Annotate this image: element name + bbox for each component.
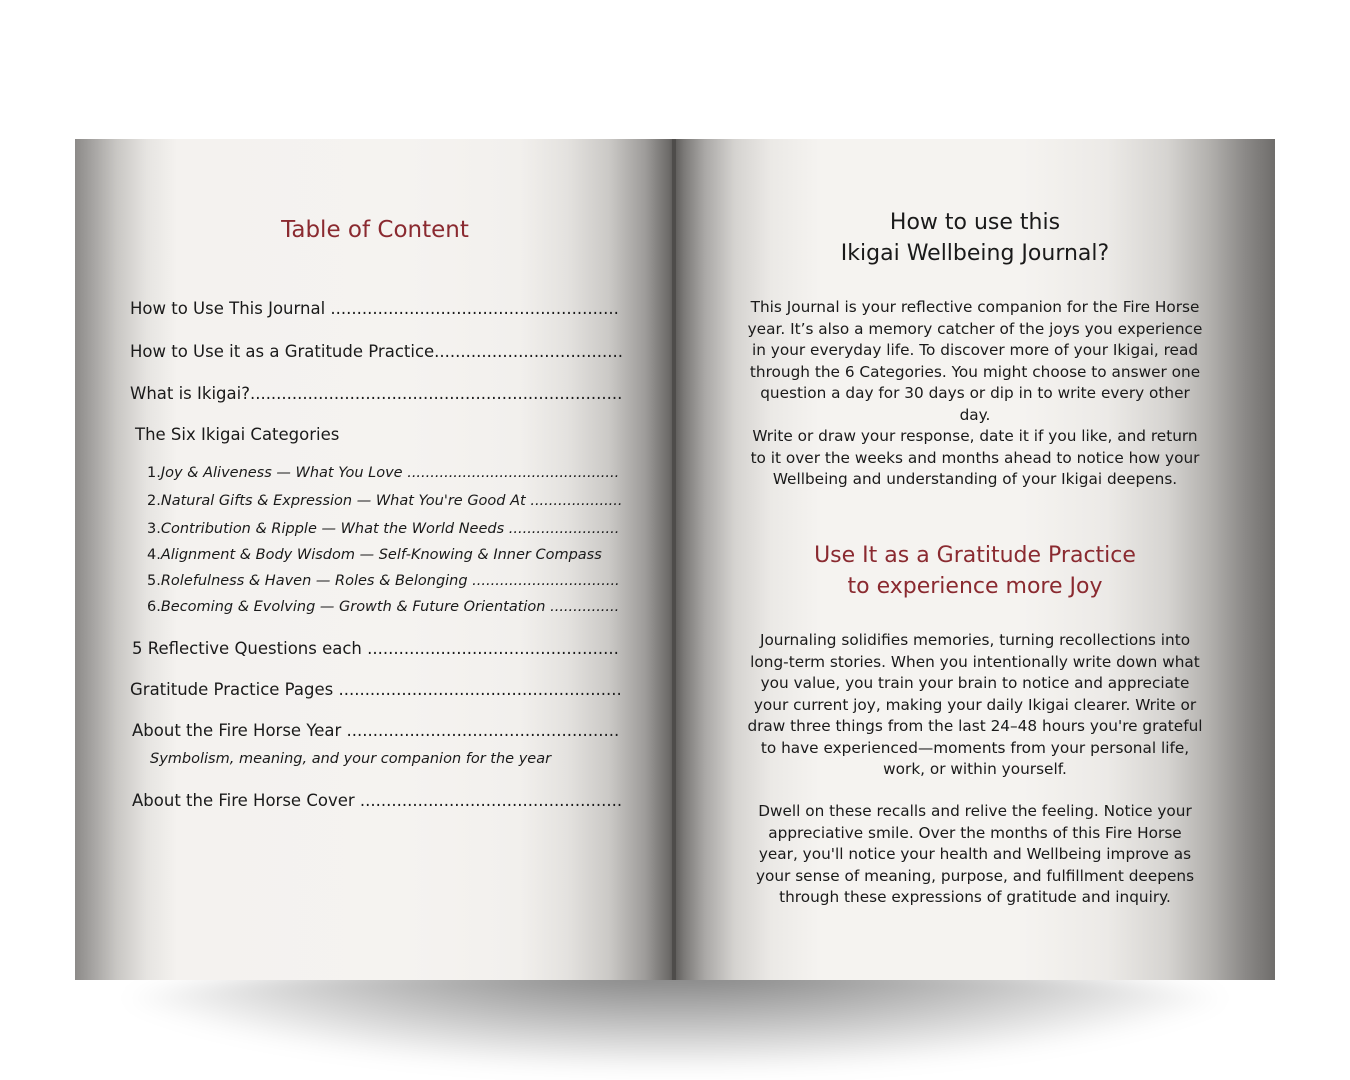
toc-title: Table of Content [281,217,469,243]
toc-category-1 [147,465,619,481]
toc-entry-fire-horse-cover: About the Fire Horse Cover .................................................. [132,791,623,810]
dwell-paragraph: Dwell on these recalls and relive the feeling. Notice your appreciative smile. Over the months of this Fire Horse year, you'll notice your health and Wellbeing improve as your sense of meaning, purpose, and fulfillment deepens through these expressions of gratitude and inquiry. [755,802,1195,906]
how-to-use-heading [675,207,1275,269]
intro-paragraph: This Journal is your reflective companion for the Fire Horse year. It’s also a memory catcher of the joys you experience in your everyday life. To discover more of your Ikigai, read through the 6 Categories. You might choose to answer one question a day for 30 days or dip in to write every other day. [747,298,1203,424]
toc-category-number: 5. [147,573,161,589]
toc-category-number: 2. [147,493,161,509]
instructions-paragraph: Write or draw your response, date it if you like, and return to it over the weeks and months ahead to notice how your Wellbeing and understanding of your Ikigai deepens. [750,427,1200,488]
toc-entry-six-categories: The Six Ikigai Categories [135,425,340,444]
toc-category-3 [147,521,619,537]
toc-category-number: 1. [147,465,161,481]
right-page [675,139,1275,980]
toc-entry-fire-horse-year: About the Fire Horse Year .................................................... [132,721,620,740]
toc-category-text: Becoming & Evolving — Growth & Future Orientation ............... [160,599,620,615]
toc-category-number: 6. [147,599,161,615]
open-book [75,139,1275,980]
toc-category-text: Alignment & Body Wisdom — Self-Knowing & Inner Compass [160,547,602,563]
toc-entry-what-is-ikigai: What is Ikigai?....................................................................... [130,384,623,403]
toc-category-6 [147,599,619,615]
toc-category-text: Contribution & Ripple — What the World Needs ........................ [160,521,620,537]
toc-category-2 [147,493,623,509]
toc-category-4 [147,547,602,563]
heading-line: How to use this [889,210,1061,235]
heading-line: Ikigai Wellbeing Journal? [840,241,1110,266]
toc-category-number: 3. [147,521,161,537]
toc-category-text: Joy & Aliveness — What You Love .............................................. [160,465,620,481]
toc-entry-gratitude-practice: How to Use it as a Gratitude Practice.................................... [130,342,623,361]
toc-entry-gratitude-pages: Gratitude Practice Pages ...................................................... [130,680,622,699]
heading-line: to experience more Joy [847,574,1103,599]
toc-category-5 [147,573,620,589]
toc-category-text: Natural Gifts & Expression — What You're Good At .................... [160,493,623,509]
heading-line: Use It as a Gratitude Practice [814,543,1136,568]
book-spine [672,139,676,980]
gratitude-heading [675,540,1275,602]
toc-entry-reflective-questions: 5 Reflective Questions each ................................................ [132,639,619,658]
toc-note-symbolism: Symbolism, meaning, and your companion for the year [150,751,552,767]
left-page [75,139,675,980]
toc-entry-how-to-use: How to Use This Journal ....................................................... [130,299,619,318]
toc-category-text: Rolefulness & Haven — Roles & Belonging ................................ [160,573,620,589]
toc-category-number: 4. [147,547,161,563]
journaling-paragraph: Journaling solidifies memories, turning recollections into long-term stories. When you intentionally write down what you value, you train your brain to notice and appreciate your current joy, making your daily Ikigai clearer. Write or draw three things from the last 24–48 hours you're grateful to have experienced—moments from your personal life, work, or within yourself. [747,631,1203,778]
